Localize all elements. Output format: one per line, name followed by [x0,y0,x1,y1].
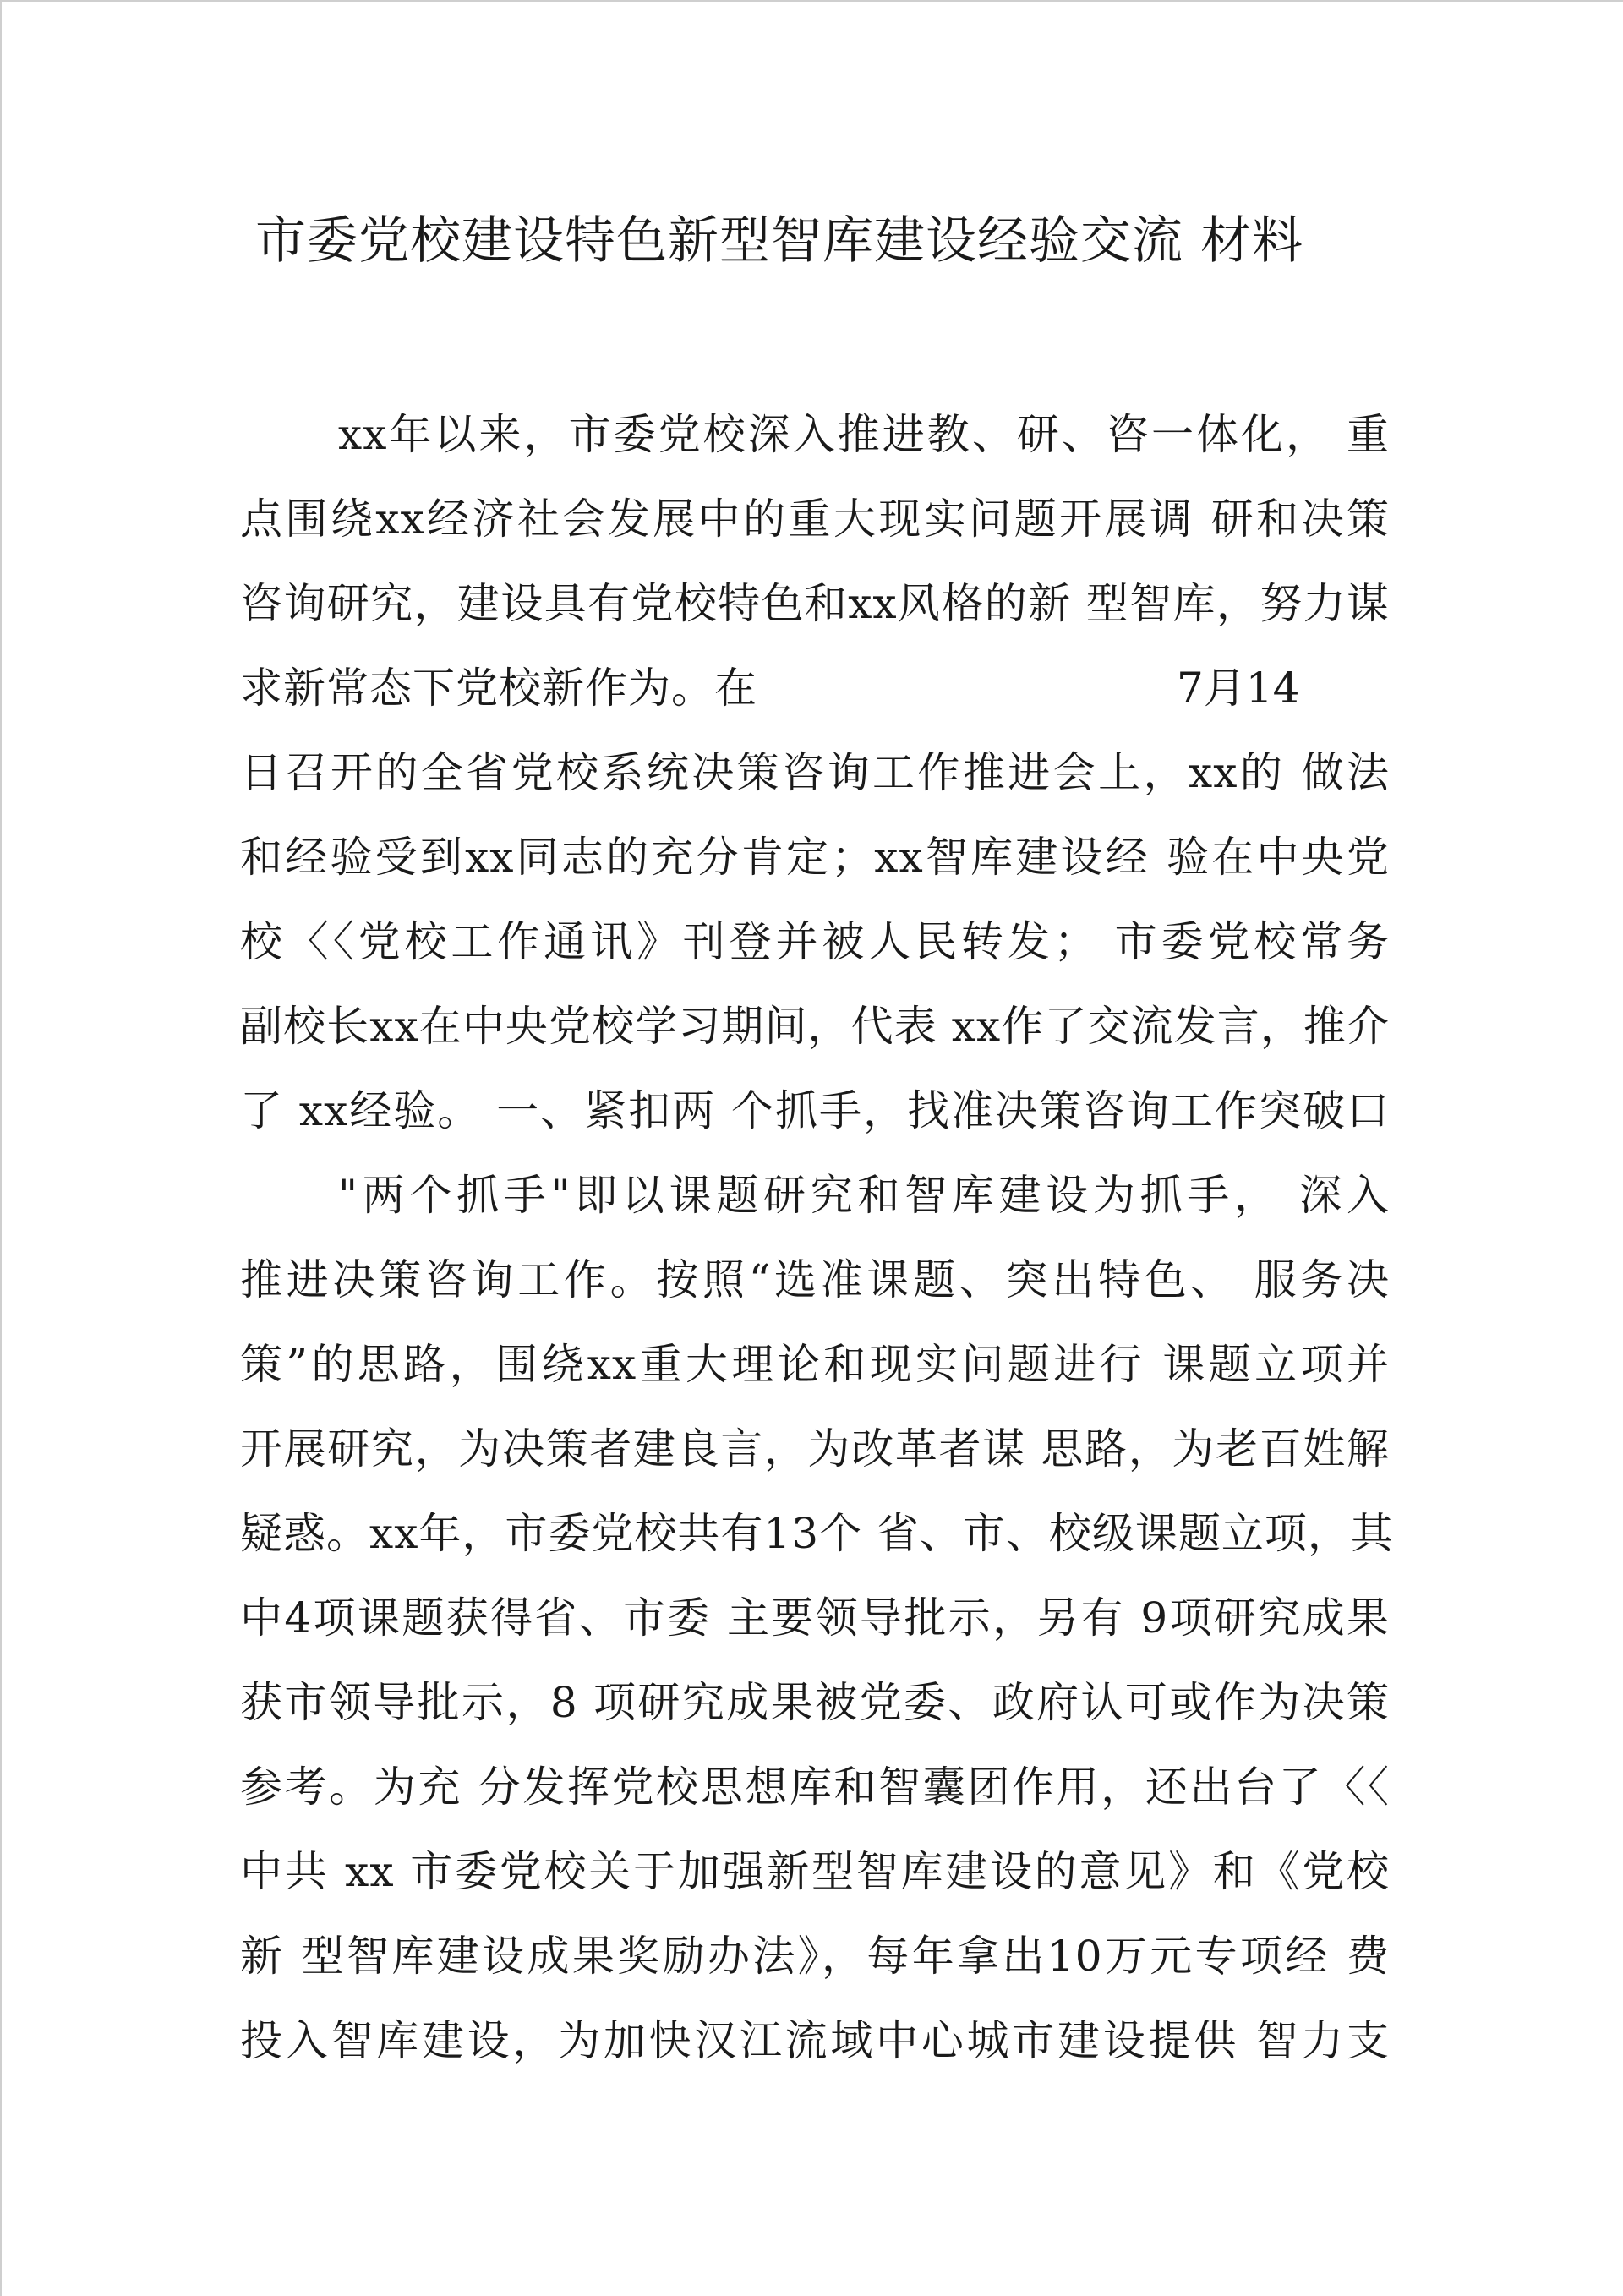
paragraph-line: 和经验受到xx同志的充分肯定；xx智库建设经 验在中央党 [240,833,1390,882]
paragraph-line: 求新常态下党校新作为。在 [240,664,757,713]
paragraph-line: 开展研究，为决策者建良言，为改革者谋 思路，为老百姓解 [240,1424,1390,1473]
paragraph-line: 策”的思路，围绕xx重大理论和现实问题进行 课题立项并 [240,1340,1390,1389]
paragraph-line: 咨询研究，建设具有党校特色和xx风格的新 型智库，努力谋 [240,579,1390,628]
paragraph-line: xx年以来，市委党校深入推进教、研、咨一体化， 重 [338,410,1390,459]
paragraph-line: 中共 xx 市委党校关于加强新型智库建设的意见》和《党校 [240,1847,1390,1896]
paragraph-line: 日召开的全省党校系统决策咨询工作推进会上，xx的 做法 [240,748,1390,797]
paragraph-line: 获市领导批示，8 项研究成果被党委、政府认可或作为决策 [240,1678,1390,1727]
paragraph-line: 推进决策咨询工作。按照“选准课题、突出特色、 服务决 [240,1255,1390,1304]
paragraph-line: 校〈〈党校工作通讯》刊登并被人民转发； 市委党校常务 [240,917,1390,966]
paragraph-line: 疑惑。xx年，市委党校共有13个 省、市、校级课题立项，其 [240,1509,1394,1558]
paragraph-line: 参考。为充 分发挥党校思想库和智囊团作用，还出台了〈〈 [240,1763,1390,1812]
paragraph-line-date: 7月14 [1177,664,1300,713]
paragraph-line: "两个抓手"即以课题研究和智库建设为抓手， 深入 [338,1171,1390,1220]
paragraph-line: 中4项课题获得省、市委 主要领导批示，另有 9项研究成果 [240,1594,1390,1643]
paragraph-line: 投入智库建设，为加快汉江流域中心城市建设提供 智力支 [240,2016,1390,2065]
paragraph-line: 副校长xx在中央党校学习期间，代表 xx作了交流发言，推介 [240,1002,1390,1051]
paragraph-line: 点围绕xx经济社会发展中的重大现实问题开展调 研和决策 [240,495,1390,544]
paragraph-line: 新 型智库建设成果奖励办法》，每年拿出10万元专项经 费 [240,1932,1390,1981]
document-title: 市委党校建设特色新型智库建设经验交流 材料 [255,211,1304,271]
paragraph-line: 了 xx经验。 一、紧扣两 个抓手，找准决策咨询工作突破口 [240,1086,1390,1135]
